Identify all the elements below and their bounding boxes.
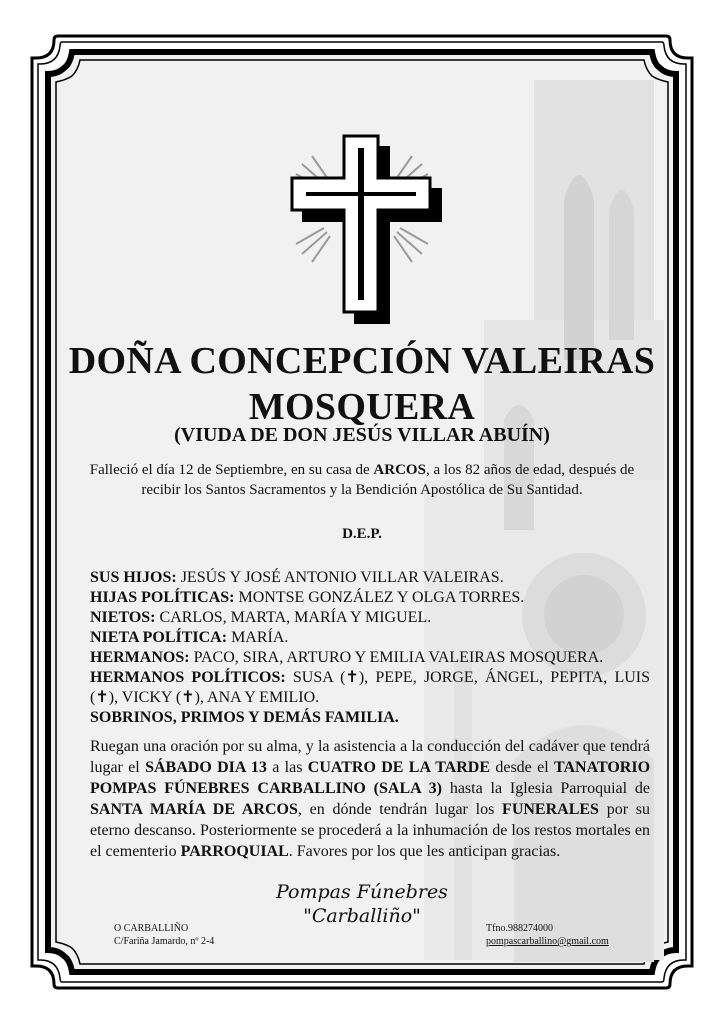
- family-row-hijos: SUS HIJOS: JESÚS Y JOSÉ ANTONIO VILLAR VALEIRAS.: [90, 569, 504, 586]
- dep-label: D.E.P.: [342, 526, 382, 542]
- death-notice-text: Falleció el día 12 de Septiembre, en su casa de ARCOS, a los 82 años de edad, después de recibir los Santos Sacramentos y la Bendición Apostólica de Su Santidad.: [89, 462, 635, 498]
- service-details: Ruegan una oración por su alma, y la asistencia a la conducción del cadáver que tendrá lugar el SÁBADO DIA 13 a las CUATRO DE LA TARDE desde el TANATORIO POMPAS FÚNEBRES CARBALLINO (SALA 3) hasta la Iglesia Parroquial de SANTA MARÍA DE ARCOS, en dónde tendrán lugar los FUNERALES por su eterno descanso. Posteriormente se procederá a la inhumación de los restos mortales en el cementerio PARROQUIAL. Favores por los que les anticipan gracias.: [90, 738, 651, 860]
- funeral-home-logo: Pompas Fúnebres "Carballiño": [276, 881, 448, 927]
- family-row-nietos: NIETOS: CARLOS, MARTA, MARÍA Y MIGUEL.: [90, 609, 432, 626]
- family-row-hermanos: HERMANOS: PACO, SIRA, ARTURO Y EMILIA VALEIRAS MOSQUERA.: [90, 649, 604, 666]
- widow-subtitle: (VIUDA DE DON JESÚS VILLAR ABUÍN): [174, 424, 550, 446]
- family-row-nieta-politica: NIETA POLÍTICA: MARÍA.: [90, 629, 289, 646]
- deceased-name: DOÑA CONCEPCIÓN VALEIRAS MOSQUERA: [68, 340, 656, 428]
- phone-number: Tfno.988274000: [486, 923, 553, 934]
- latin-cross-icon: [272, 134, 452, 324]
- email-link[interactable]: pompascarballino@gmail.com: [486, 936, 609, 947]
- funeral-home-contact: [486, 922, 609, 948]
- funeral-home-address: O CARBALLIÑO C/Fariña Jamardo, nº 2-4: [114, 923, 215, 947]
- notice-body: [60, 60, 664, 962]
- family-list: [90, 568, 650, 728]
- family-row-hijas-politicas: HIJAS POLÍTICAS: MONTSE GONZÁLEZ Y OLGA TORRES.: [90, 589, 525, 606]
- family-row-hermanos-politicos: HERMANOS POLÍTICOS: SUSA (✝), PEPE, JORGE, ÁNGEL, PEPITA, LUIS (✝), VICKY (✝), ANA Y EMILIO.: [90, 669, 651, 706]
- family-closing: SOBRINOS, PRIMOS Y DEMÁS FAMILIA.: [90, 709, 399, 726]
